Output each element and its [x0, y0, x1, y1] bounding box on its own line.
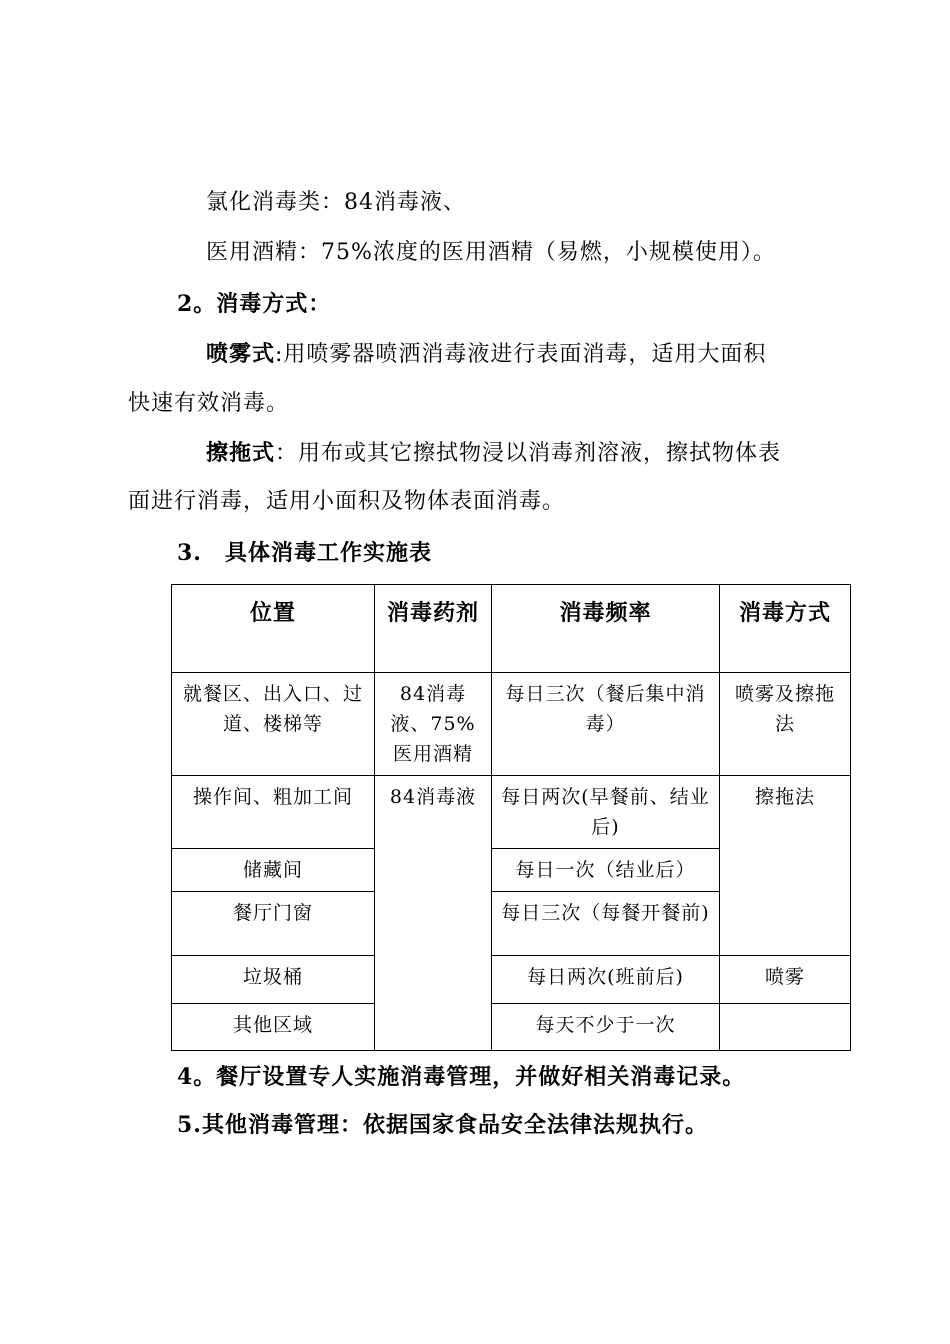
mop-label: 擦拖式 [206, 440, 276, 466]
cell-method: 喷雾 [720, 956, 851, 1004]
heading-table: 3. 具体消毒工作实施表 [177, 540, 432, 566]
mop-text: ：用布或其它擦拭物浸以消毒剂溶液，擦拭物体表 [275, 441, 782, 466]
spray-label: 喷雾式 [206, 341, 276, 367]
paragraph-spray-cont: 快速有效消毒。 [128, 391, 290, 416]
paragraph-other: 5.其他消毒管理：依据国家食品安全法律法规执行。 [177, 1112, 708, 1138]
cell-frequency: 每日三次（每餐开餐前) [492, 892, 720, 956]
heading-methods: 2。消毒方式： [177, 291, 332, 317]
table-row [172, 956, 851, 1004]
table-row [172, 1004, 851, 1051]
header-location: 位置 [172, 585, 375, 673]
cell-agent: 84消毒液、75%医用酒精 [375, 673, 492, 776]
table-row [172, 673, 851, 776]
cell-agent: 84消毒液 [375, 776, 492, 1051]
table-header-row [172, 585, 851, 673]
cell-frequency: 每日两次(班前后) [492, 956, 720, 1004]
cell-method: 喷雾及擦拖法 [720, 673, 851, 776]
cell-location: 垃圾桶 [172, 956, 375, 1004]
paragraph-chlorine: 氯化消毒类：84消毒液、 [206, 190, 466, 215]
cell-location: 餐厅门窗 [172, 892, 375, 956]
cell-location: 就餐区、出入口、过道、楼梯等 [172, 673, 375, 776]
cell-frequency: 每日一次（结业后） [492, 849, 720, 892]
spray-text: :用喷雾器喷洒消毒液进行表面消毒，适用大面积 [275, 342, 767, 367]
cell-frequency: 每天不少于一次 [492, 1004, 720, 1051]
cell-location: 其他区域 [172, 1004, 375, 1051]
cell-frequency: 每日三次（餐后集中消毒） [492, 673, 720, 776]
cell-frequency: 每日两次(早餐前、结业后) [492, 776, 720, 849]
paragraph-spray [206, 339, 766, 370]
cell-method: 擦拖法 [720, 776, 851, 956]
header-frequency: 消毒频率 [492, 585, 720, 673]
paragraph-mop-cont: 面进行消毒，适用小面积及物体表面消毒。 [128, 489, 566, 514]
header-method: 消毒方式 [720, 585, 851, 673]
table-row [172, 776, 851, 849]
disinfection-table [171, 584, 851, 1051]
paragraph-records: 4。餐厅设置专人实施消毒管理，并做好相关消毒记录。 [177, 1064, 746, 1090]
cell-method [720, 1004, 851, 1051]
cell-location: 储藏间 [172, 849, 375, 892]
header-agent: 消毒药剂 [375, 585, 492, 673]
paragraph-alcohol: 医用酒精：75%浓度的医用酒精（易燃，小规模使用）。 [206, 240, 776, 265]
paragraph-mop [206, 438, 781, 469]
cell-location: 操作间、粗加工间 [172, 776, 375, 849]
